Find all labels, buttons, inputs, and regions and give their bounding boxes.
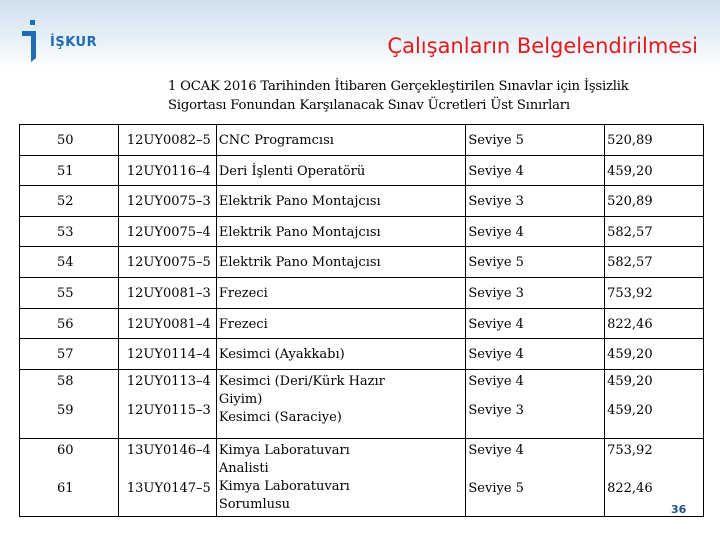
qualification-code-cell bbox=[118, 438, 216, 516]
qualification-code: 12UY0081–3 bbox=[118, 277, 216, 308]
qualification-name: Elektrik Pano Montajcısı bbox=[216, 186, 466, 217]
page-number: 36 bbox=[671, 503, 687, 516]
fee-value: 459,20 bbox=[607, 373, 653, 389]
qualification-name: Kesimci (Ayakkabı) bbox=[216, 339, 466, 370]
qualification-code: 12UY0113–4 bbox=[126, 373, 211, 389]
fee-value: 753,92 bbox=[605, 277, 704, 308]
fee-value: 520,89 bbox=[605, 125, 704, 156]
fee-value: 822,46 bbox=[607, 480, 653, 496]
row-number: 57 bbox=[20, 339, 119, 370]
qualification-level: Seviye 4 bbox=[468, 373, 524, 389]
qualification-code: 12UY0075–4 bbox=[118, 216, 216, 247]
row-number: 58 bbox=[57, 373, 74, 389]
fee-value: 582,57 bbox=[605, 247, 704, 278]
qualification-name: Kesimci (Saraciye) bbox=[218, 409, 342, 425]
row-number: 56 bbox=[20, 308, 119, 339]
subtitle-line-1: 1 OCAK 2016 Tarihinden İtibaren Gerçekleştirilen Sınavlar için İşsizlik bbox=[168, 79, 629, 94]
qualification-name: Kesimci (Deri/Kürk Hazır bbox=[218, 373, 385, 389]
table-row bbox=[20, 339, 704, 370]
table-row bbox=[20, 125, 704, 156]
qualification-level: Seviye 3 bbox=[468, 402, 524, 418]
fee-value: 520,89 bbox=[605, 186, 704, 217]
row-number: 54 bbox=[20, 247, 119, 278]
table-row bbox=[20, 247, 704, 278]
row-number: 60 bbox=[57, 442, 74, 458]
row-number-cell bbox=[20, 438, 119, 516]
row-number: 59 bbox=[57, 402, 74, 418]
qualification-level: Seviye 5 bbox=[466, 125, 605, 156]
fee-value: 459,20 bbox=[605, 155, 704, 186]
qualification-name: Elektrik Pano Montajcısı bbox=[216, 247, 466, 278]
table-row bbox=[20, 369, 704, 438]
fee-value-cell bbox=[605, 369, 704, 438]
qualification-code: 12UY0115–3 bbox=[126, 402, 211, 418]
qualification-level: Seviye 4 bbox=[466, 339, 605, 370]
fee-value: 459,20 bbox=[607, 402, 653, 418]
qualification-level: Seviye 4 bbox=[468, 442, 524, 458]
subtitle-line-2: Sigortası Fonundan Karşılanacak Sınav Ücretleri Üst Sınırları bbox=[168, 98, 570, 113]
qualification-code: 12UY0116–4 bbox=[118, 155, 216, 186]
exam-fee-table bbox=[19, 124, 704, 517]
qualification-name: CNC Programcısı bbox=[216, 125, 466, 156]
qualification-level: Seviye 5 bbox=[466, 247, 605, 278]
qualification-code: 12UY0081–4 bbox=[118, 308, 216, 339]
qualification-level: Seviye 5 bbox=[468, 480, 524, 496]
qualification-code: 12UY0075–3 bbox=[118, 186, 216, 217]
page-title: Çalışanların Belgelendirilmesi bbox=[387, 34, 698, 58]
qualification-name: Deri İşlenti Operatörü bbox=[216, 155, 466, 186]
row-number: 55 bbox=[20, 277, 119, 308]
table-row bbox=[20, 277, 704, 308]
qualification-name: Sorumlusu bbox=[218, 496, 291, 512]
fee-value: 459,20 bbox=[605, 339, 704, 370]
qualification-name-cell bbox=[216, 369, 466, 438]
row-number: 61 bbox=[57, 480, 74, 496]
qualification-code: 12UY0075–5 bbox=[118, 247, 216, 278]
qualification-code: 13UY0146–4 bbox=[126, 442, 211, 458]
fee-value-cell bbox=[605, 438, 704, 516]
row-number: 52 bbox=[20, 186, 119, 217]
table-row bbox=[20, 155, 704, 186]
fee-value: 822,46 bbox=[605, 308, 704, 339]
qualification-name: Frezeci bbox=[216, 308, 466, 339]
qualification-level-cell bbox=[466, 369, 605, 438]
table-row bbox=[20, 186, 704, 217]
qualification-code: 12UY0082–5 bbox=[118, 125, 216, 156]
qualification-name-cell bbox=[216, 438, 466, 516]
qualification-level-cell bbox=[466, 438, 605, 516]
fee-value: 582,57 bbox=[605, 216, 704, 247]
qualification-name: Frezeci bbox=[216, 277, 466, 308]
row-number-cell bbox=[20, 369, 119, 438]
qualification-name: Kimya Laboratuvarı bbox=[218, 478, 350, 494]
logo-text: İŞKUR bbox=[50, 35, 98, 50]
row-number: 50 bbox=[20, 125, 119, 156]
qualification-code: 13UY0147–5 bbox=[126, 480, 211, 496]
qualification-code-cell bbox=[118, 369, 216, 438]
qualification-name: Giyim) bbox=[218, 391, 263, 407]
table-row bbox=[20, 216, 704, 247]
row-number: 53 bbox=[20, 216, 119, 247]
qualification-level: Seviye 4 bbox=[466, 216, 605, 247]
qualification-level: Seviye 3 bbox=[466, 277, 605, 308]
page-subtitle bbox=[168, 77, 708, 115]
table-row bbox=[20, 438, 704, 516]
qualification-level: Seviye 3 bbox=[466, 186, 605, 217]
table-row bbox=[20, 308, 704, 339]
row-number: 51 bbox=[20, 155, 119, 186]
qualification-level: Seviye 4 bbox=[466, 308, 605, 339]
qualification-level: Seviye 4 bbox=[466, 155, 605, 186]
qualification-name: Kimya Laboratuvarı bbox=[218, 442, 350, 458]
qualification-code: 12UY0114–4 bbox=[118, 339, 216, 370]
fee-value: 753,92 bbox=[607, 442, 653, 458]
qualification-name: Elektrik Pano Montajcısı bbox=[216, 216, 466, 247]
qualification-name: Analisti bbox=[218, 460, 269, 476]
